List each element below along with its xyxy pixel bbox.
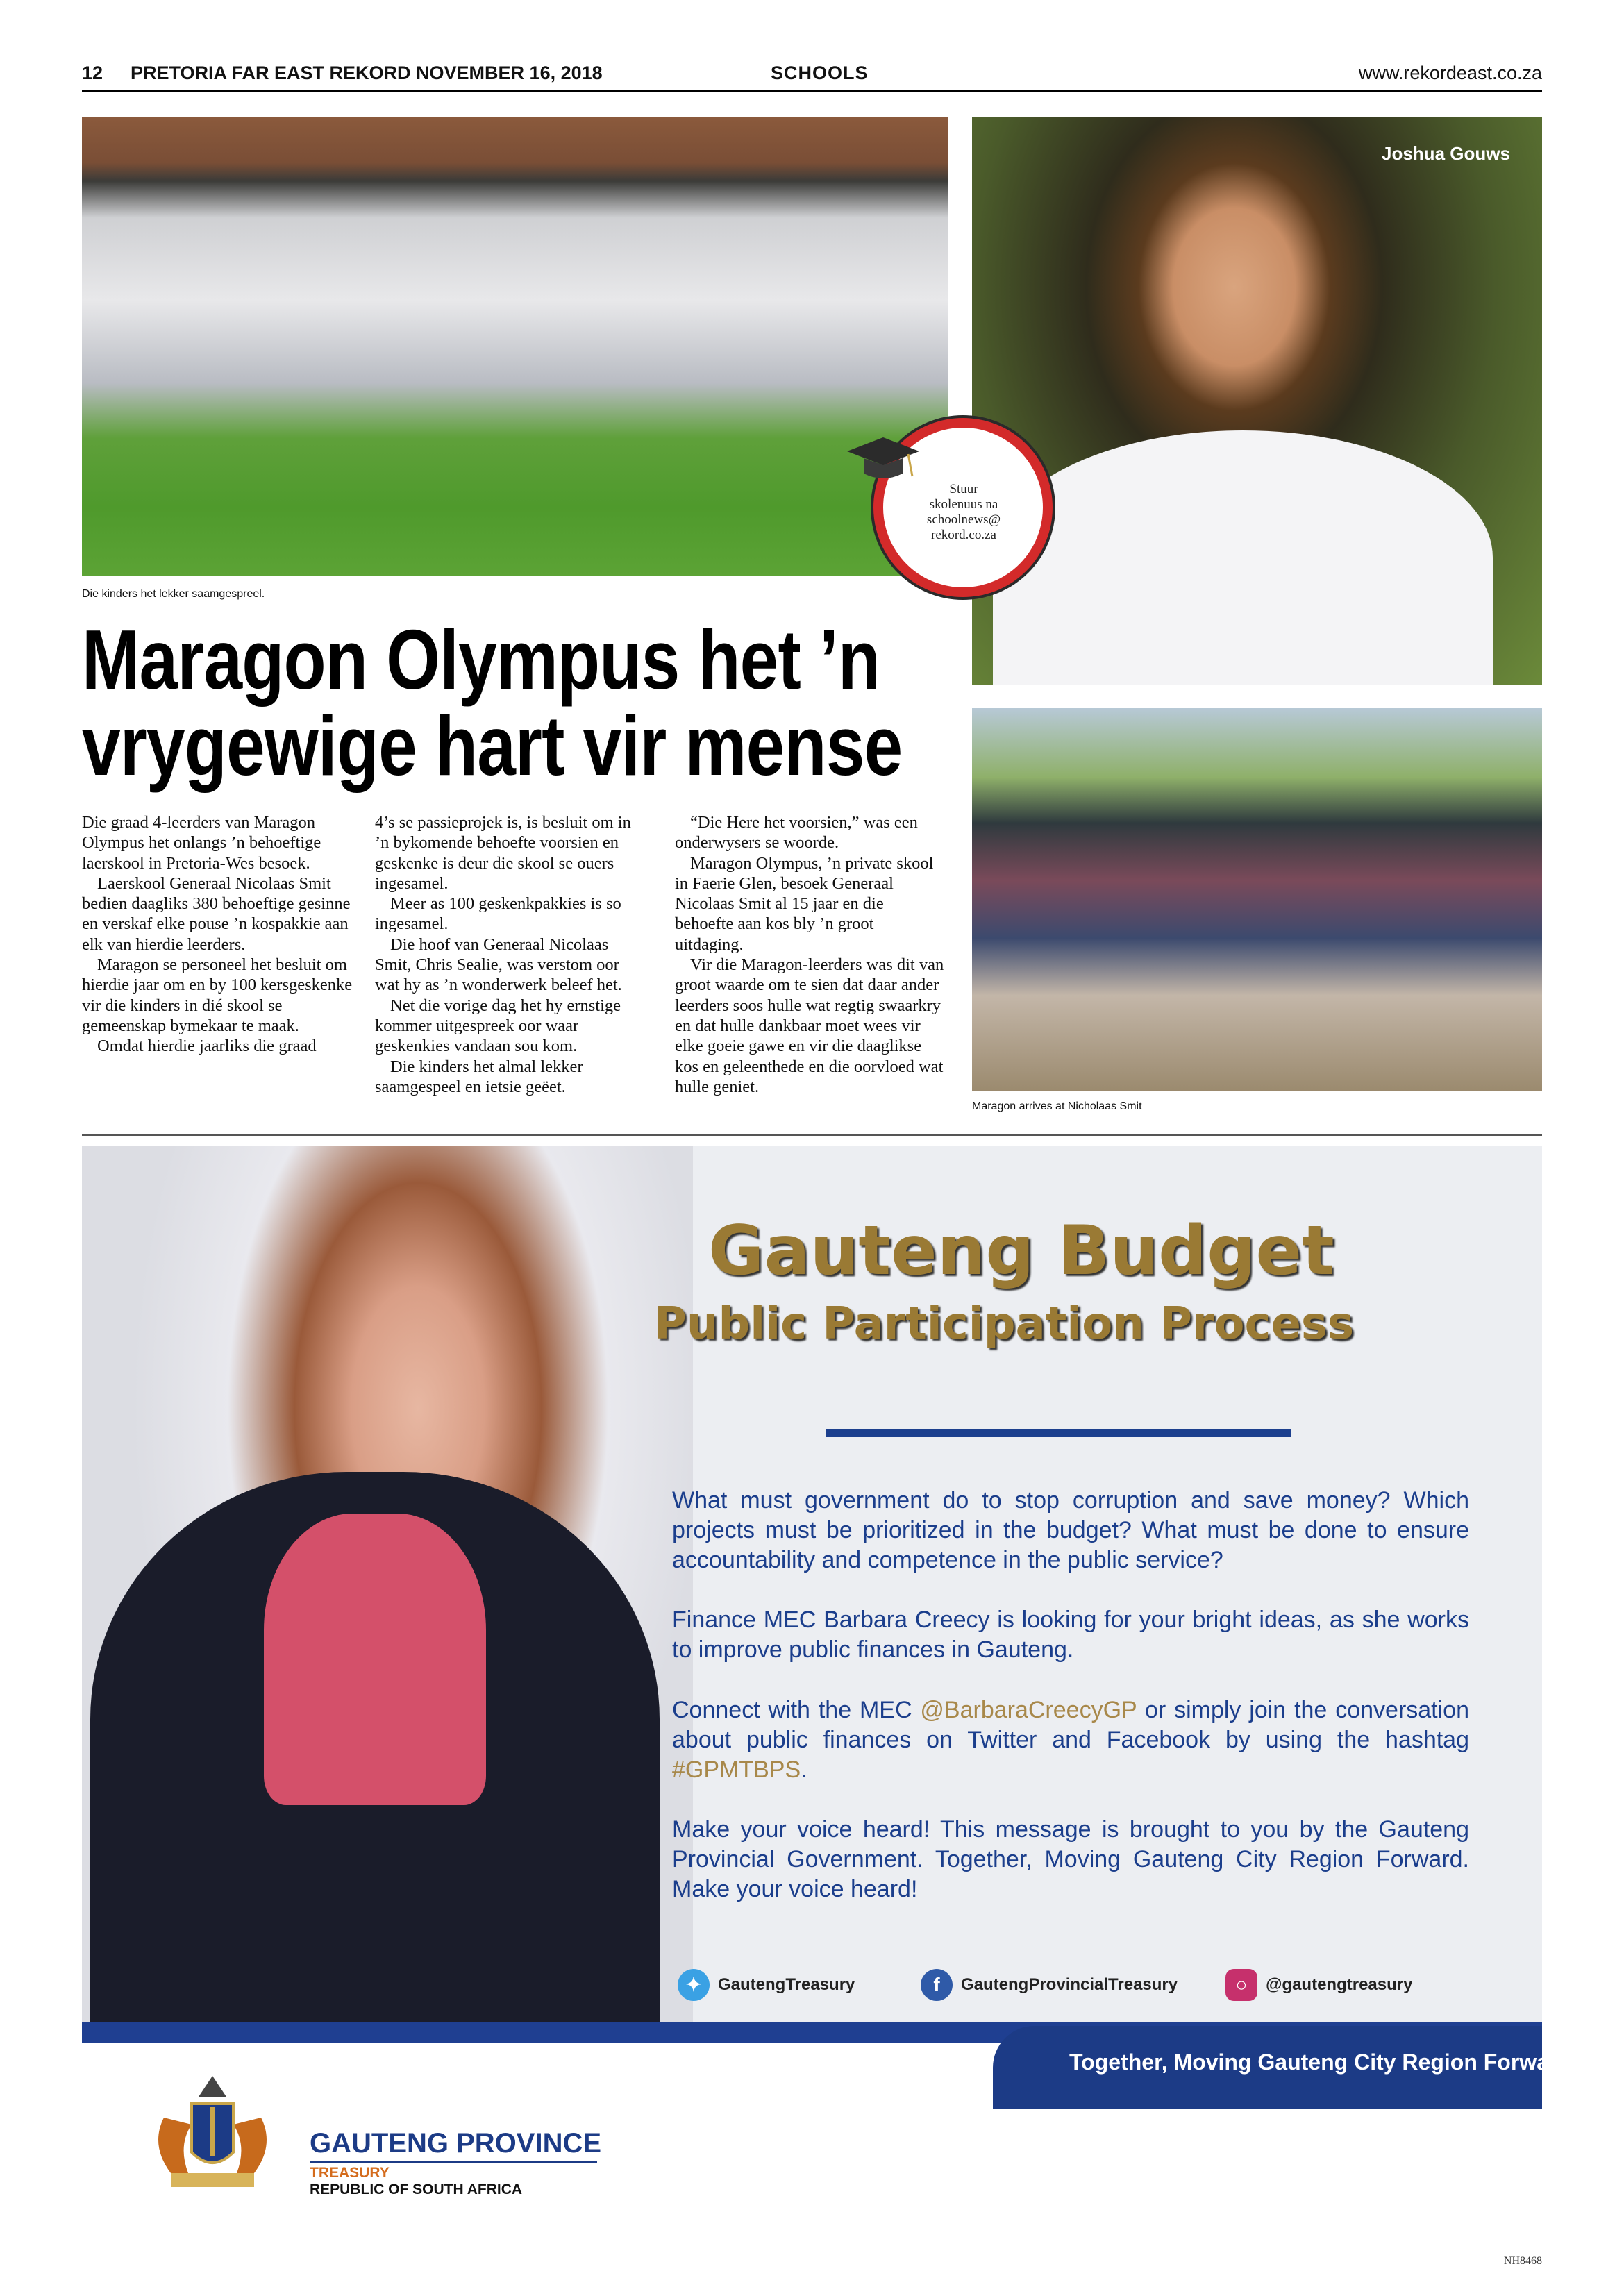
ad-paragraph-1: What must government do to stop corruption and save money? Which projects must be prioritized in the budget? What must be done to ensure accountability and competence in the public service? xyxy=(672,1487,1469,1573)
header-rule xyxy=(82,90,1542,92)
school-crowd-photo xyxy=(972,708,1542,1091)
instagram-icon: ○ xyxy=(1225,1969,1257,2001)
paragraph: Meer as 100 geskenkpakkies is so ingesamel. xyxy=(375,894,621,934)
facebook-icon: f xyxy=(921,1969,953,2001)
paragraph: Maragon Olympus, ’n private skool in Faerie Glen, besoek Generaal Nicolaas Smit al 15 jaar en die behoefte aan kos bly ’n groot uitdaging. xyxy=(675,853,934,954)
crowd-photo-caption: Maragon arrives at Nicholaas Smit xyxy=(972,1100,1142,1112)
ad-paragraph-4: Make your voice heard! This message is brought to you by the Gauteng Provincial Government. Together, Moving Gauteng City Region Forward. Make your voice heard! xyxy=(672,1816,1469,1902)
badge-line: Stuur xyxy=(949,482,978,496)
article-headline xyxy=(82,612,903,793)
badge-line: schoolnews@ xyxy=(926,512,1001,527)
paragraph: Net die vorige dag het hy ernstige kommer uitgespreek oor waar geskenkies vandaan sou kom. xyxy=(375,996,621,1056)
paragraph: Vir die Maragon-leerders was dit van groot waarde om te sien dat daar ander leerders soos hulle wat regtig swaarkry en dat hulle dankbaar moet wees vir elke goeie gawe en vir die daaglikse kos en geleenthede en die oorvloed wat hulle geniet. xyxy=(675,955,944,1096)
org-department: TREASURY xyxy=(310,2165,390,2181)
section-divider xyxy=(82,1134,1542,1136)
coat-of-arms-icon xyxy=(122,2069,303,2201)
kids-dancing-photo xyxy=(82,117,948,576)
org-country: REPUBLIC OF SOUTH AFRICA xyxy=(310,2181,523,2197)
ad-title: Gauteng Budget xyxy=(708,1212,1334,1291)
ad-subtitle: Public Participation Process xyxy=(654,1298,1355,1350)
facebook-label: GautengProvincialTreasury xyxy=(961,1975,1178,1994)
badge-line: rekord.co.za xyxy=(931,528,996,542)
hashtag-link[interactable]: #GPMTBPS xyxy=(672,1757,801,1783)
ad-title-underline xyxy=(826,1429,1291,1437)
headline-line-1: Maragon Olympus het ’n xyxy=(82,612,880,707)
website-url: www.rekordeast.co.za xyxy=(1358,62,1542,83)
kids-photo-caption: Die kinders het lekker saamgespreel. xyxy=(82,588,265,600)
ad-paragraph-3 xyxy=(672,1695,1469,1785)
instagram-label: @gautengtreasury xyxy=(1266,1975,1413,1994)
graduation-cap-icon xyxy=(840,424,923,486)
portrait-top-shape xyxy=(264,1514,486,1805)
org-name: GAUTENG PROVINCE xyxy=(310,2128,602,2159)
badge-text xyxy=(903,482,1025,543)
ad-text: . xyxy=(801,1757,807,1783)
paragraph: “Die Here het voorsien,” was een onderwysers se woorde. xyxy=(675,813,918,853)
section-label: SCHOOLS xyxy=(771,62,869,83)
paragraph: Omdat hierdie jaarliks die graad xyxy=(97,1037,317,1056)
paragraph: Die kinders het almal lekker saamgespeel en ietsie geëet. xyxy=(375,1057,583,1096)
photo-credit: Joshua Gouws xyxy=(1382,143,1510,164)
ad-text: Connect with the MEC xyxy=(672,1697,921,1723)
page-number: 12 xyxy=(82,62,103,83)
article-column-2 xyxy=(375,812,646,1097)
paragraph: 4’s se passieprojek is, is besluit om in ’n bykomende behoefte voorsien en geskenke is deur die skool se ouers ingesamel. xyxy=(375,813,631,893)
article-column-3 xyxy=(675,812,946,1097)
paragraph: Laerskool Generaal Nicolaas Smit bedien daagliks 380 behoeftige gesinne en verskaf elke pouse ’n kospakkie aan elk van hierdie leerders. xyxy=(82,873,351,954)
badge-line: skolenuus na xyxy=(929,497,998,512)
ad-code: NH8468 xyxy=(1503,2255,1542,2267)
org-rule xyxy=(310,2161,597,2163)
paragraph: Die graad 4-leerders van Maragon Olympus het onlangs ’n behoeftige laerskool in Pretoria-Wes besoek. xyxy=(82,813,321,873)
ad-text: or simply join the conversation about public finances on Twitter and Facebook by using the hashtag xyxy=(672,1697,1469,1753)
headline-line-2: vrygewige hart vir mense xyxy=(82,698,903,793)
twitter-label: GautengTreasury xyxy=(718,1975,855,1994)
boy-shirt-shape xyxy=(993,430,1493,685)
twitter-icon: ✦ xyxy=(678,1969,710,2001)
twitter-link[interactable] xyxy=(678,1969,855,2001)
publication-line: PRETORIA FAR EAST REKORD NOVEMBER 16, 2018 xyxy=(131,62,603,83)
twitter-handle-link[interactable]: @BarbaraCreecyGP xyxy=(920,1697,1137,1723)
ad-paragraph-2: Finance MEC Barbara Creecy is looking for your bright ideas, as she works to improve public finances in Gauteng. xyxy=(672,1607,1469,1663)
paragraph: Maragon se personeel het besluit om hierdie jaar om en by 100 kersgeskenke vir die kinders in dié skool se gemeenskap bymekaar te maak. xyxy=(82,955,353,1035)
ad-tagline: Together, Moving Gauteng City Region Forward xyxy=(1069,2050,1571,2075)
facebook-link[interactable] xyxy=(921,1969,1178,2001)
article-column-1 xyxy=(82,812,353,1057)
instagram-link[interactable] xyxy=(1225,1969,1412,2001)
paragraph: Die hoof van Generaal Nicolaas Smit, Chris Sealie, was verstom oor wat hy as ’n wonderwerk beleef het. xyxy=(375,935,622,995)
